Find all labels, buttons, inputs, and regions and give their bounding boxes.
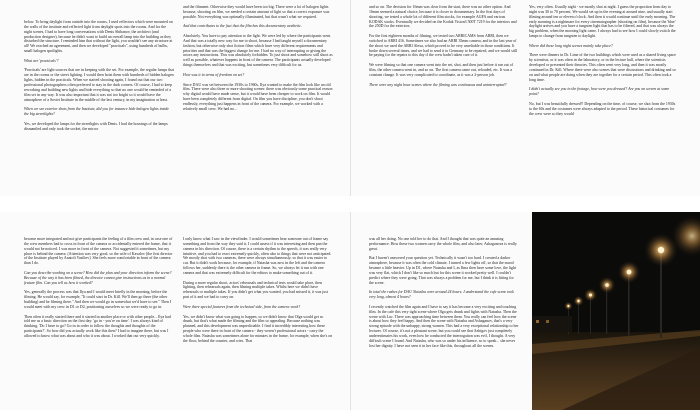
paragraph: become more integrated and not give participants the feeling of a film crew and, in case one of the crew members had to cross in front of the camera or accidentally entered the frame, that it would not be noticed. I was more in front of the camera. Not suggested it sometimes, but my place is behind the camera. (Attention was very good, so the wife of Kavalov [the first director of the Institute played by Anatoli Vasiliev]. She feels more comfortable in front of the camera than I do. [24,237,173,266]
paragraph: was all her doing. No one told her to do that. And I thought that was quite an amazing performance. How these two women carry the whole film, and also later, Ashaganova is really great. [369,237,517,251]
paragraph: Yes, generally the process was that Ilya and I would meet briefly in the morning, before the filming. He would say, for example, "It could start in Dr. Kill. We'll then go there (the other building) and be filming there." And then we would go in somewhat we'd have to see." Then I would meet with my crew in D1 or D2, positioning ourselves so we were ready to go in. [24,290,172,309]
paragraph: below. To bring daylight from outside into the rooms, I used reflectors which were mounted on the walls of the institute and reflected light from daylight spots into the rooms. And for the night scenes, I had to have long conversations with Denis Shibanov, the architect (and production designer), because he didn't want to build an overall lamp into the building as they disturbed the structure. I reminded him that without the light, you wouldn't see any structure at all! We reached an agreement, and then we developed "practicals", using hundreds of bulbs, small halogen spotlights. [24,20,173,54]
bottom-page-gutter [350,212,351,410]
interview-question: Can you describe working on a scene? How did the plan and your direction inform the scene? Because of the way it has been filmed, the director cannot give instructions as in a normal feature film. Can you tell us how it worked? [24,270,172,285]
night-street-photo [532,212,700,410]
interview-question: I didn't actually see you in the footage, how were you dressed? Are you on screen at some point? [529,87,670,97]
paragraph: I recently watched the film again and I have to say it has become a very exciting and touching film. In the cafe this very tight scene where Olga gets drunk and fights with Natasha. Then the scene with Luc. There was approaching time between them. You really can feel how the scene is about how they feel happy. And then the scene with Natasha and Ashaganov, that's a very strong episode with the unhappy, strong women. This had a very exceptional relationship to her lecturer. Of course, it's not a pleasant scene, but you could see that Azhigov just completely underestimates his work, even how he conducted the interrogation was evil, I thought. A very difficult scene I found. And Natasha, who was so under his influence, so to speak... she never lost her dignity. I have not seen it in her face like this, throughout all the scenes. [369,304,519,348]
top-column-4 [529,5,679,121]
paragraph: Yes, we didn't know what was going to happen, so we didn't know that Olga would get so drunk, but that's what made the filming and the film so appealing. Because nothing was planned, and this development was unpredictable. I find it incredibly interesting how these people who were there in front of the camera - they weren't professional actors - carry the whole film. Natasha was sometimes alone for minutes in the frame, for example, when she's on the floor, behind the counter, and cries. That [183,314,333,343]
bottom-column-1 [24,237,174,344]
night-street-lamps-photo-icon [532,212,700,410]
top-column-1 [24,20,174,136]
paragraph: We were filming so that one camera went into the set, shot, and then just before it ran out of film, the other camera went in, and so on. The first camera came out, reloaded, etc. It was a constant change. It was very complicated to coordinate, as it was a 2-person job. [369,63,513,77]
bottom-column-3 [369,237,519,353]
paragraph: Then often it really started there and it started in another place or with other people... Ilya had told me as a basic direction on the first day: 'go in - you're on time'. I was always kind of thinking, 'Do I have to go? Go in in order to follow the thoughts and thoughts of the participants?'. So how did you actually work like this then? I had to imagine there, but was I allowed to know what was about and who it was about. I worked that out very quickly. [24,314,171,338]
bottom-column-2 [183,237,333,348]
paragraph: No, but I was beautifully dressed!! Depending on the time, of course, we shot from the 1930s to the 60s and the costumes were always adapted to the period. These historical costumes for the crew were so they would [529,101,676,116]
interview-question: In total the rushes for DAU Natasha were around 24 hours. I understand the cafe scene took very long, almost 4 hours? [369,290,514,300]
interview-question: Where did these long night scenes mainly take place? [529,43,613,48]
paragraph: Since DAU was set between the 1930s to 1960s, Ilya wanted to make the film look like an old film. There were also three or more shooting scenes: there was obviously some practical reason why digital would have made sense, but it would have been cheaper to work on film. It would have been completely different from digital. On film you have discipline, you don't shoot endlessly, everything just happens in front of the camera. For example, we worked with a relatively small crew. We had no... [183,82,333,111]
paragraph: Yes, very often. Usually night - we mostly shot at night. I guess the proportion from day to night was 30 to 70 percent. We would set up in the evening at around nine, and usually start filming around ten or eleven o'clock. And then it would continue until the early morning. The early morning is a nightmare for every cinematographer (shooting on film), because the 'blue' daylight arrives and you have a tungsten light that has to be filtered, and that was always the big problem, when the morning light came. I always had to see how I could slowly switch the lamps to change from tungsten to daylight. [529,5,676,39]
interview-question: And that contributes to the fact that the film has this documentary aesthetic. [183,24,302,29]
paragraph: For the first eighteen months of filming, we tested two ARRICAMS from ARRI, then we switched to ARRI 416. Sometimes we also had an ARRI 35mm camera, and in the last year of the shoot we used the ARRI Alexa, which proved to be very unreliable in those conditions. It broke down several times, and we had to send it to Germany to be repaired, and we would still be paying for the repairs to this day if the crew hadn't taken care of it. [369,34,518,58]
paragraph: During a more regular shoot, actors' rehearsals and technical tests would take place, then lighting, then rehearsals again, then filming multiple takes. Whilst here we didn't have rehearsals or multiple takes. If you didn't get what you wanted, you had missed it, it was just part of it and we had to carry on. [183,280,328,300]
top-page-spread [0,0,700,196]
page-separator [0,196,700,212]
paragraph: There were dinners in Dr. Lime of the two buildings which were used as a shared living space by scientists, or it was often in the laboratory, or in the lecture hall, where the scientists developed or presented their theories. This often went very long, and then it was mostly continued in Dr. Kill. Where there were also scenes that were discussions and drinking and so on and what people are doing when they are together for a certain period. This often took a long time. [529,53,676,82]
interview-question: When we see exterior shots from the Institute, did you for instance hide halogen lights inside the big streetlights? [24,107,169,117]
interview-question: What are 'practicals'? [24,58,59,63]
interview-question: How was it in terms of freedom on set? [183,72,245,77]
paragraph: Absolutely. You have to pay attention to the light. We were led by where the participants went. And that was a totally new way for me to shoot, because I had taught myself a documentary fashion, but otherwise only shot fiction films which have very different requirements and priorities and that was the biggest change for me. I had no way of interrupting or giving the actors any instructions. This was absolutely forbidden. To just shoot and somehow still shoot as well as possible, whatever happens in front of the camera. The participants actually developed things themselves and that was exciting, but sometimes very difficult for us. [183,34,333,68]
top-page-gutter [350,0,351,196]
paragraph: But I haven't answered your question yet. Technically it wasn't too hard. I created a darker atmosphere, because it was often the cold climate. I turned a few lights off, so that the mood became a little heavier. Up in D1, where Natasha and I, as Ilma then have some love, the light was very flat, which I don't like so much but for this scene it worked pretty well. I couldn't predict where they were going. That was always a problem for me, but I think it is fitting for the scene. [369,256,517,285]
top-column-3 [369,5,519,92]
paragraph: I only know what I saw in the viewfinder. I would sometimes hear someone out of frame say something and from the way they said it, I could assess if it was interesting and then pan the camera in his direction. Of course, there is a certain rhythm to the speech, it was really very intuitive, and you had to react extremely quickly, often also to things that were not anticipated. We mostly shot with two cameras, there were always simultaneously, so that it was easier to cut. But it didn't work because, for example, if Natasha was now in the left and the camera follows her, suddenly there is the other camera in frame. So, we always let it run with one camera and that was extremely difficult for the editors to make something out of it. [183,237,332,275]
paragraph: and so on. The decision for 16mm was clear from the start, there was no other option. And 16mm seemed a natural choice, because it is closer to documentary. In the first days of shooting, we tested a whole lot of different film stocks, for example AGFA and various KODAK stocks. Eventually we decided on the Kodak Vision3 500T 7219 for the interiors and the 250D for the exteriors. [369,5,517,29]
interview-question: There were any night hour scenes where the filming was continuous and uninterrupted? [369,82,507,87]
interview-question: Were there special features from the technical side, from the camera work? [183,304,301,309]
paragraph: 'Practicals' are light sources that are in keeping with the set. For example, the regular lamps that are in the rooms or the street lighting. I would then hoist them with hundreds of hidden halogen lights, hidden in the practicals. When we started shooting again, I found out that our two professional photographers often preferred to stay in the dark corners. Of course, I had to keep reworking and building new lights and hide everything so that no one would be reminded of a film set in any way. It was also important that it was not too bright so it would have the atmosphere of a Soviet Institute in the middle of the last century, in my imagination at least. [24,68,174,102]
top-column-2 [183,5,333,116]
paragraph: and the filament. Otherwise they would have been too big. There were a lot of halogen lights because, shooting on film, we needed a certain amount of light so that a correct exposure was possible. Not everything was optimally illuminated, but that wasn't what we required. [183,5,330,19]
paragraph: Yes, we developed the lamps for the streetlights with Denis. I had the housings of the lamps dismantled and only took the socket, the mirror [24,121,168,131]
